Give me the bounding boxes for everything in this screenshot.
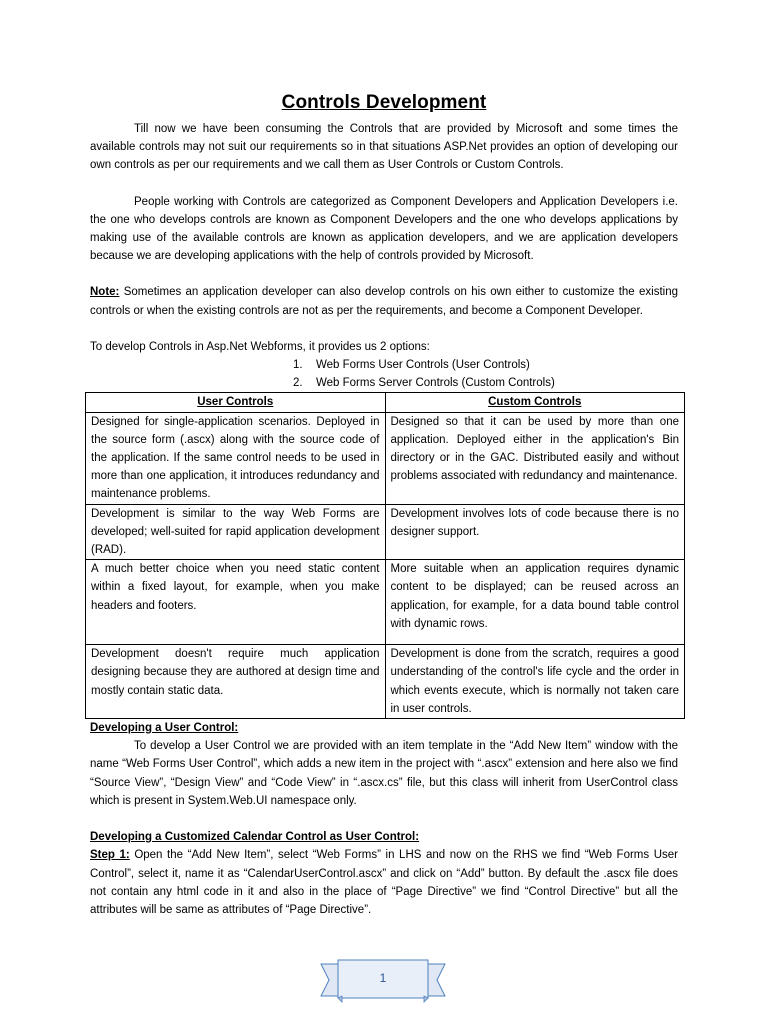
note-label: Note: <box>90 286 120 299</box>
intro-paragraph: Till now we have been consuming the Controls that are provided by Microsoft and some times the available controls may not suit our requirements so in that situations ASP.Net provides an option of developing our own controls as per our requirements and we call them as User Controls or Custom Controls. <box>90 123 678 172</box>
options-list <box>90 356 678 392</box>
table-cell: Designed so that it can be used by more than one application. Deployed either in the application's Bin directory or in the GAC. Distributed easily and without problems associated with redundancy and maintenance. <box>385 412 685 504</box>
table-cell: Development doesn't require much application designing because they are authored at design time and mostly contain static data. <box>86 645 386 719</box>
table-row <box>86 560 685 645</box>
developers-paragraph: People working with Controls are categorized as Component Developers and Application Developers i.e. the one who develops controls are known as Component Developers and the one who develops applications by making use of the available controls are known as application developers, and we are application developers because we are developing applications with the help of controls provided by Microsoft. <box>90 195 678 263</box>
section-title-calendar: Developing a Customized Calendar Control as User Control: <box>90 831 420 844</box>
step1-label: Step 1: <box>90 849 130 862</box>
table-cell: A much better choice when you need static content within a fixed layout, for example, when you make headers and footers. <box>86 560 386 645</box>
table-row <box>86 412 685 504</box>
list-number: 2. <box>293 377 303 390</box>
table-cell: Development is done from the scratch, requires a good understanding of the control's life cycle and the order in which events execute, which is normally not taken care in user controls. <box>385 645 685 719</box>
options-intro: To develop Controls in Asp.Net Webforms, it provides us 2 options: <box>90 340 430 353</box>
table-cell: Designed for single-application scenarios. Deployed in the source form (.ascx) along with the source code of the application. If the same control needs to be used in more than one application, it introduces redundancy and maintenance problems. <box>86 412 386 504</box>
list-text: Web Forms User Controls (User Controls) <box>316 359 530 372</box>
header-user-controls: User Controls <box>86 393 386 412</box>
page-title: Controls Development <box>281 92 487 113</box>
list-number: 1. <box>293 359 303 372</box>
table-row <box>86 645 685 719</box>
step1-paragraph <box>90 846 678 919</box>
table-cell: Development involves lots of code because there is no designer support. <box>385 504 685 560</box>
list-text: Web Forms Server Controls (Custom Controls) <box>316 377 555 390</box>
page-number-ribbon <box>320 958 446 1004</box>
list-item <box>90 356 678 374</box>
note-paragraph <box>90 283 678 319</box>
header-custom-controls: Custom Controls <box>385 393 685 412</box>
step1-text: Open the “Add New Item”, select “Web Forms” in LHS and now on the RHS we find “Web Forms User Control”, select it, name it as “CalendarUserControl.ascx” and click on “Add” button. By default the .ascx file does not contain any html code in it and also in the place of “Page Directive” we find “Control Directive” but all the attributes will be same as attributes of “Page Directive”. <box>90 849 678 916</box>
section-user-control-text: To develop a User Control we are provided with an item template in the “Add New Item” window with the name “Web Forms User Control”, which adds a new item in the project with “.ascx” extension and here also we find “Source View”, “Design View” and “Code View” in “.ascx.cs” file, but this class will inherit from UserControl class which is present in System.Web.UI namespace only. <box>90 740 678 807</box>
page-number: 1 <box>379 971 387 985</box>
table-cell: More suitable when an application requires dynamic content to be displayed; can be reused across an application, for example, for a data bound table control with dynamic rows. <box>385 560 685 645</box>
table-row <box>86 504 685 560</box>
table-header-row <box>86 393 685 412</box>
note-text: Sometimes an application developer can also develop controls on his own either to customize the existing controls or when the existing controls are not as per the requirements, and become a Component Developer. <box>90 286 678 317</box>
comparison-table <box>85 392 685 719</box>
document-page <box>90 92 678 919</box>
list-item <box>90 374 678 392</box>
section-title-user-control: Developing a User Control: <box>90 722 239 735</box>
table-cell: Development is similar to the way Web Forms are developed; well-suited for rapid application development (RAD). <box>86 504 386 560</box>
